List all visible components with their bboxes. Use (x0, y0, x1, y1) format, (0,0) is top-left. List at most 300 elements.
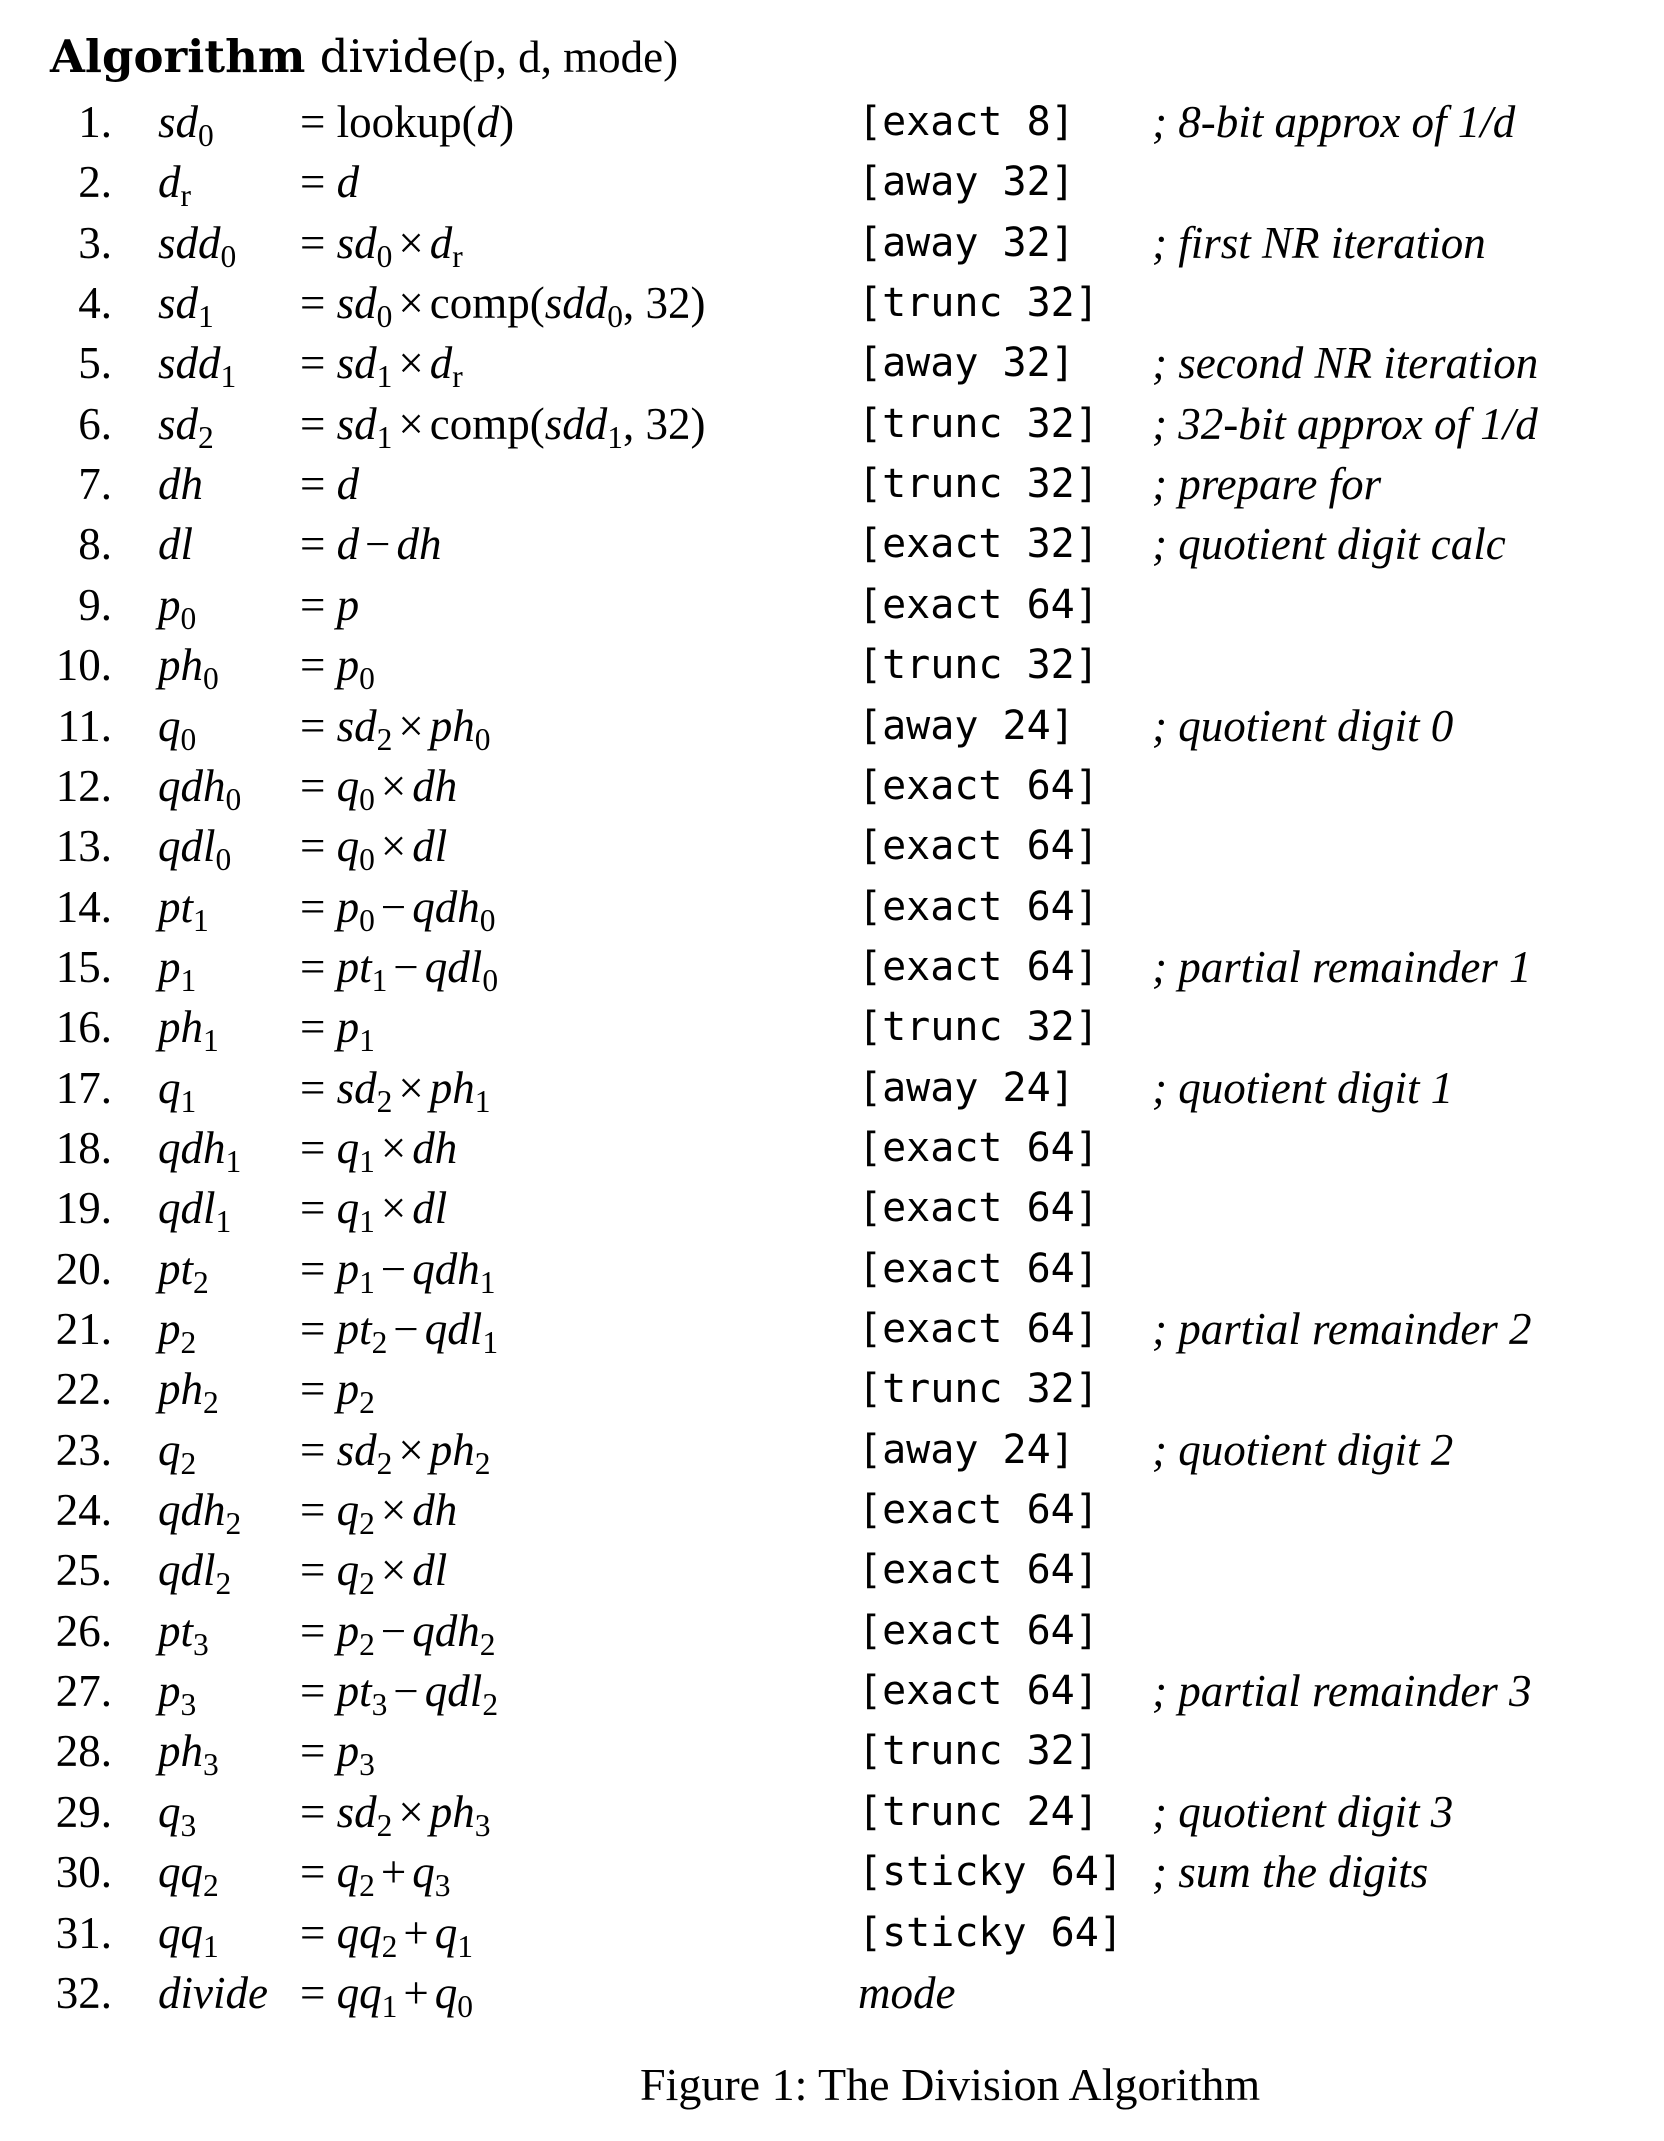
expression-token: q (336, 1545, 360, 1596)
variable-name: p (158, 579, 181, 630)
step-expression (300, 454, 359, 514)
variable-subscript: 0 (180, 600, 197, 636)
expression-token: ph (429, 1786, 475, 1837)
expression-token: + (403, 1907, 429, 1958)
expression-token: 1 (359, 1143, 375, 1179)
algorithm-keyword: Algorithm (50, 30, 306, 83)
step-number: 26. (55, 1605, 112, 1656)
expression-token: = (300, 1786, 337, 1837)
rounding-mode: [trunc 32] (858, 1366, 1099, 1413)
rounding-mode: [trunc 32] (858, 461, 1099, 508)
algorithm-step-row (0, 92, 1664, 152)
variable-subscript: 2 (203, 1867, 219, 1903)
algorithm-step-row (0, 877, 1664, 937)
step-number: 14. (55, 881, 112, 932)
step-variable (158, 1239, 209, 1299)
step-comment: ; partial remainder 2 (1152, 1304, 1532, 1354)
variable-name: ph (158, 1726, 203, 1777)
expression-token: × (380, 1485, 407, 1536)
algorithm-step-row (0, 1601, 1664, 1661)
expression-token: sd (336, 217, 377, 268)
step-comment: ; 8-bit approx of 1/d (1152, 97, 1516, 147)
variable-name: pt (158, 881, 194, 932)
step-variable (158, 1058, 196, 1118)
expression-token: 0 (376, 238, 393, 274)
expression-token: comp( (429, 278, 545, 329)
step-variable (158, 1299, 196, 1359)
step-variable (158, 1601, 209, 1661)
expression-token: dl (412, 1545, 448, 1596)
step-variable (158, 816, 231, 876)
step-number: 8. (78, 519, 112, 570)
rounding-mode: [away 24] (858, 1064, 1075, 1111)
rounding-mode: [away 24] (858, 702, 1075, 749)
expression-token: 3 (371, 1686, 388, 1722)
expression-token: 0 (457, 1988, 474, 2024)
step-variable (158, 454, 203, 514)
step-expression (300, 877, 496, 937)
step-number: 13. (55, 821, 112, 872)
variable-subscript: 1 (203, 1928, 219, 1964)
expression-token: 2 (479, 1626, 496, 1662)
expression-token: × (398, 700, 424, 751)
expression-token: = (300, 579, 337, 630)
expression-token: p (336, 1605, 360, 1656)
step-number: 16. (55, 1002, 112, 1053)
expression-token: × (380, 1545, 407, 1596)
variable-name: ph (158, 1364, 203, 1415)
expression-token: q (434, 1967, 458, 2018)
step-number: 27. (55, 1666, 112, 1717)
step-variable (158, 877, 209, 937)
expression-token: ph (429, 700, 475, 751)
expression-token: qdh (412, 1605, 480, 1656)
algorithm-step-row (0, 394, 1664, 454)
rounding-mode: [exact 64] (858, 1487, 1099, 1534)
step-variable (158, 756, 241, 816)
step-number: 1. (78, 97, 112, 147)
expression-token: p (336, 881, 360, 932)
algorithm-step-row (0, 1782, 1664, 1842)
variable-subscript: 3 (203, 1747, 219, 1783)
variable-name: qdl (158, 1183, 216, 1234)
expression-token: = (300, 941, 337, 992)
rounding-mode: [exact 64] (858, 943, 1099, 990)
expression-token: × (398, 398, 424, 449)
variable-name: q (158, 700, 181, 751)
expression-token: , 32) (623, 278, 706, 329)
expression-token: = (300, 1847, 337, 1898)
step-number: 21. (55, 1304, 112, 1354)
variable-name: divide (158, 1967, 268, 2018)
step-number: 2. (78, 157, 112, 208)
figure-caption: Figure 1: The Division Algorithm (640, 2059, 1261, 2110)
step-number: 18. (55, 1122, 112, 1173)
expression-token: dl (412, 821, 448, 872)
variable-subscript: 2 (180, 1324, 197, 1360)
algorithm-step-row (0, 1903, 1664, 1963)
step-comment: ; quotient digit 1 (1152, 1062, 1454, 1113)
expression-token: q (336, 1847, 360, 1898)
expression-token: − (393, 1304, 419, 1354)
expression-token: 0 (607, 298, 624, 334)
variable-name: p (158, 941, 181, 992)
expression-token: qdl (424, 1304, 483, 1354)
step-comment: ; sum the digits (1152, 1847, 1429, 1898)
expression-token: d (429, 338, 453, 389)
expression-token: dh (396, 519, 442, 570)
step-expression (300, 1299, 498, 1359)
variable-name: pt (158, 1243, 194, 1294)
expression-token: 2 (359, 1626, 375, 1662)
expression-token: × (398, 338, 424, 389)
expression-token: d (429, 217, 453, 268)
step-number: 31. (55, 1907, 112, 1958)
algorithm-step-row (0, 1480, 1664, 1540)
expression-token: = (300, 1062, 337, 1113)
step-variable (158, 1540, 231, 1600)
expression-token: × (398, 278, 424, 329)
rounding-mode: [exact 64] (858, 1245, 1099, 1292)
rounding-mode: [exact 8] (858, 99, 1075, 145)
step-variable (158, 152, 191, 212)
step-comment: ; partial remainder 3 (1152, 1666, 1532, 1717)
expression-token: − (393, 1666, 419, 1717)
step-expression (300, 696, 491, 756)
step-comment: ; partial remainder 1 (1152, 941, 1532, 992)
expression-token: = (300, 760, 337, 811)
step-comment: ; 32-bit approx of 1/d (1152, 398, 1538, 449)
algorithm-step-row (0, 1842, 1664, 1902)
expression-token: = (300, 278, 337, 329)
expression-token: p (336, 1002, 360, 1053)
step-number: 6. (78, 398, 112, 449)
variable-name: qdl (158, 821, 216, 872)
expression-token: = (300, 1304, 337, 1354)
expression-token: 1 (359, 1204, 375, 1240)
variable-subscript: 2 (198, 419, 214, 455)
expression-token: d (476, 97, 500, 147)
variable-subscript: 3 (180, 1807, 197, 1843)
rounding-mode: [exact 64] (858, 1668, 1099, 1715)
expression-token: − (380, 1605, 407, 1656)
step-number: 25. (55, 1545, 112, 1596)
variable-name: sd (158, 97, 199, 147)
step-variable (158, 1118, 241, 1178)
expression-token: = (300, 1424, 337, 1475)
step-comment: ; first NR iteration (1152, 217, 1486, 268)
step-number: 23. (55, 1424, 112, 1475)
algorithm-step-row (0, 937, 1664, 997)
variable-subscript: r (180, 178, 191, 214)
variable-subscript: 0 (180, 721, 197, 757)
expression-token: 1 (482, 1324, 499, 1360)
step-expression (300, 1480, 457, 1540)
step-number: 28. (55, 1726, 112, 1777)
step-number: 29. (55, 1786, 112, 1837)
expression-token: qdh (412, 881, 480, 932)
step-expression (300, 514, 442, 574)
expression-token: sd (336, 1786, 377, 1837)
variable-name: qdh (158, 760, 226, 811)
step-variable (158, 1480, 241, 1540)
expression-token: pt (336, 941, 372, 992)
variable-name: sd (158, 278, 199, 329)
expression-token: 0 (359, 902, 375, 938)
step-number: 32. (55, 1967, 112, 2018)
algorithm-step-row (0, 273, 1664, 333)
variable-name: qdh (158, 1485, 226, 1536)
rounding-mode: [exact 64] (858, 1185, 1099, 1232)
rounding-mode: [away 32] (858, 159, 1075, 206)
expression-token: sd (336, 700, 377, 751)
step-expression (300, 1540, 447, 1600)
expression-token: + (380, 1847, 407, 1898)
algorithm-step-row (0, 1661, 1664, 1721)
expression-token: 2 (371, 1324, 388, 1360)
expression-token: ) (499, 97, 515, 147)
algorithm-step-row (0, 1299, 1664, 1359)
rounding-mode: [trunc 32] (858, 400, 1099, 447)
rounding-mode: [trunc 32] (858, 642, 1099, 689)
expression-token: 0 (359, 842, 375, 877)
expression-token: p (336, 1364, 360, 1415)
variable-subscript: 1 (215, 1204, 232, 1240)
expression-token: = (300, 881, 337, 932)
step-expression (300, 1058, 491, 1118)
expression-token: = (300, 459, 337, 510)
step-variable (158, 213, 236, 273)
step-variable (158, 1782, 196, 1842)
expression-token: dh (412, 1485, 458, 1536)
expression-token: q (336, 821, 360, 872)
algorithm-step-row (0, 213, 1664, 273)
variable-name: q (158, 1062, 181, 1113)
step-expression (300, 1118, 457, 1178)
step-number: 22. (55, 1364, 112, 1415)
expression-token: = (300, 1002, 337, 1053)
step-variable (158, 394, 214, 454)
step-expression (300, 1420, 491, 1480)
variable-subscript: 0 (198, 117, 214, 153)
variable-subscript: 3 (193, 1626, 209, 1662)
variable-name: ph (158, 640, 203, 691)
step-variable (158, 997, 219, 1057)
variable-subscript: 1 (203, 1023, 219, 1059)
algorithm-step-row (0, 997, 1664, 1057)
expression-token: × (380, 821, 407, 872)
expression-token: × (380, 1183, 407, 1234)
step-comment: ; quotient digit calc (1152, 519, 1506, 570)
step-expression (300, 937, 498, 997)
algorithm-step-row (0, 1420, 1664, 1480)
rounding-mode: [exact 64] (858, 581, 1099, 628)
variable-subscript: 2 (225, 1505, 242, 1541)
rounding-mode: [away 24] (858, 1426, 1075, 1473)
expression-token: = (300, 821, 337, 872)
variable-name: qq (158, 1847, 203, 1898)
expression-token: − (365, 519, 391, 570)
expression-token: = (300, 1666, 337, 1717)
expression-token: 0 (482, 962, 499, 998)
expression-token: = (300, 338, 337, 389)
expression-token: 2 (376, 1083, 393, 1119)
expression-token: dl (412, 1183, 448, 1234)
algorithm-step-row (0, 1239, 1664, 1299)
expression-token: qdl (424, 1666, 483, 1717)
algorithm-step-row (0, 696, 1664, 756)
variable-name: q (158, 1424, 181, 1475)
expression-token: 1 (359, 1023, 375, 1059)
step-number: 5. (78, 338, 112, 389)
rounding-mode: [trunc 32] (858, 280, 1099, 327)
expression-token: = (300, 1726, 337, 1777)
expression-token: = (300, 640, 337, 691)
expression-token: sdd (544, 278, 608, 329)
step-variable (158, 1842, 219, 1902)
step-expression (300, 997, 375, 1057)
expression-token: 1 (371, 962, 388, 998)
expression-token: = (300, 1364, 337, 1415)
step-number: 3. (78, 217, 112, 268)
step-variable (158, 635, 219, 695)
step-variable (158, 1963, 268, 2023)
expression-token: = (300, 1122, 337, 1173)
step-expression (300, 213, 463, 273)
variable-subscript: 1 (220, 359, 237, 395)
rounding-mode: [sticky 64] (858, 1849, 1123, 1896)
algorithm-step-row (0, 575, 1664, 635)
expression-token: d (336, 519, 360, 570)
step-number: 10. (55, 640, 112, 691)
expression-token: ph (429, 1062, 475, 1113)
expression-token: 3 (359, 1747, 375, 1783)
step-expression (300, 1721, 375, 1781)
expression-token: − (380, 1243, 407, 1294)
step-variable (158, 696, 196, 756)
step-expression (300, 1661, 498, 1721)
step-expression (300, 816, 447, 876)
expression-token: qq (336, 1967, 382, 2018)
algorithm-step-row (0, 1058, 1664, 1118)
rounding-mode: [exact 64] (858, 1547, 1099, 1594)
expression-token: q (336, 760, 360, 811)
expression-token: 2 (359, 1867, 375, 1903)
variable-subscript: 1 (180, 1083, 197, 1119)
expression-token: 2 (359, 1385, 375, 1421)
expression-token: = (300, 1183, 337, 1234)
rounding-mode: mode (858, 1967, 956, 2018)
step-number: 9. (78, 579, 112, 630)
expression-token: 1 (457, 1928, 474, 1964)
variable-subscript: 0 (203, 660, 219, 696)
expression-token: p (336, 640, 360, 691)
step-number: 15. (55, 941, 112, 992)
expression-token: dh (412, 1122, 458, 1173)
variable-name: qdh (158, 1122, 226, 1173)
step-expression (300, 1359, 375, 1419)
rounding-mode: [exact 64] (858, 1607, 1099, 1654)
expression-token: 1 (474, 1083, 491, 1119)
expression-token: × (398, 1062, 424, 1113)
step-comment: ; prepare for (1152, 459, 1382, 510)
variable-name: q (158, 1786, 181, 1837)
expression-token: sd (336, 398, 377, 449)
expression-token: 2 (359, 1566, 375, 1602)
expression-token: = (300, 1605, 337, 1656)
expression-token: q (412, 1847, 435, 1898)
rounding-mode: [trunc 32] (858, 1004, 1099, 1051)
step-expression (300, 635, 375, 695)
expression-token: qdl (424, 941, 483, 992)
step-comment: ; quotient digit 2 (1152, 1424, 1454, 1475)
expression-token: = (300, 519, 337, 570)
algorithm-step-row (0, 756, 1664, 816)
step-number: 19. (55, 1183, 112, 1234)
algorithm-step-row (0, 152, 1664, 212)
step-comment: ; quotient digit 3 (1152, 1786, 1454, 1837)
variable-name: p (158, 1304, 181, 1354)
step-number: 24. (55, 1485, 112, 1536)
variable-name: qq (158, 1907, 203, 1958)
step-variable (158, 1721, 219, 1781)
expression-token: p (336, 579, 360, 630)
expression-token: 2 (376, 1445, 393, 1481)
variable-subscript: 1 (193, 902, 209, 938)
step-variable (158, 92, 214, 152)
variable-subscript: 2 (215, 1566, 232, 1602)
step-expression (300, 756, 457, 816)
variable-subscript: 2 (193, 1264, 209, 1300)
variable-subscript: 2 (203, 1385, 219, 1421)
variable-name: dl (158, 519, 194, 570)
algorithm-step-row (0, 1540, 1664, 1600)
variable-subscript: 1 (198, 298, 214, 334)
step-comment: ; quotient digit 0 (1152, 700, 1454, 751)
expression-token: 0 (474, 721, 491, 757)
variable-name: sdd (158, 338, 221, 389)
algorithm-header (50, 30, 678, 83)
expression-token: 0 (376, 298, 393, 334)
step-expression (300, 1178, 447, 1238)
rounding-mode: [away 32] (858, 340, 1075, 387)
expression-token: pt (336, 1304, 372, 1354)
algorithm-step-row (0, 1963, 1664, 2023)
expression-token: d (336, 459, 360, 510)
expression-token: q (336, 1122, 360, 1173)
step-expression (300, 1842, 451, 1902)
expression-token: q (336, 1485, 360, 1536)
step-expression (300, 92, 514, 152)
variable-name: ph (158, 1002, 203, 1053)
expression-token: pt (336, 1666, 372, 1717)
algorithm-step-row (0, 454, 1664, 514)
step-variable (158, 1178, 231, 1238)
expression-token: 1 (359, 1264, 375, 1300)
step-variable (158, 1420, 196, 1480)
expression-token: dh (412, 760, 458, 811)
algorithm-step-row (0, 1118, 1664, 1178)
step-variable (158, 1903, 219, 1963)
step-variable (158, 937, 196, 997)
step-expression (300, 333, 463, 393)
variable-subscript: 0 (215, 842, 232, 877)
rounding-mode: [exact 64] (858, 823, 1099, 870)
expression-token: 2 (359, 1505, 375, 1541)
expression-token: 3 (474, 1807, 491, 1843)
rounding-mode: [exact 64] (858, 1124, 1099, 1171)
expression-token: + (403, 1967, 429, 2018)
